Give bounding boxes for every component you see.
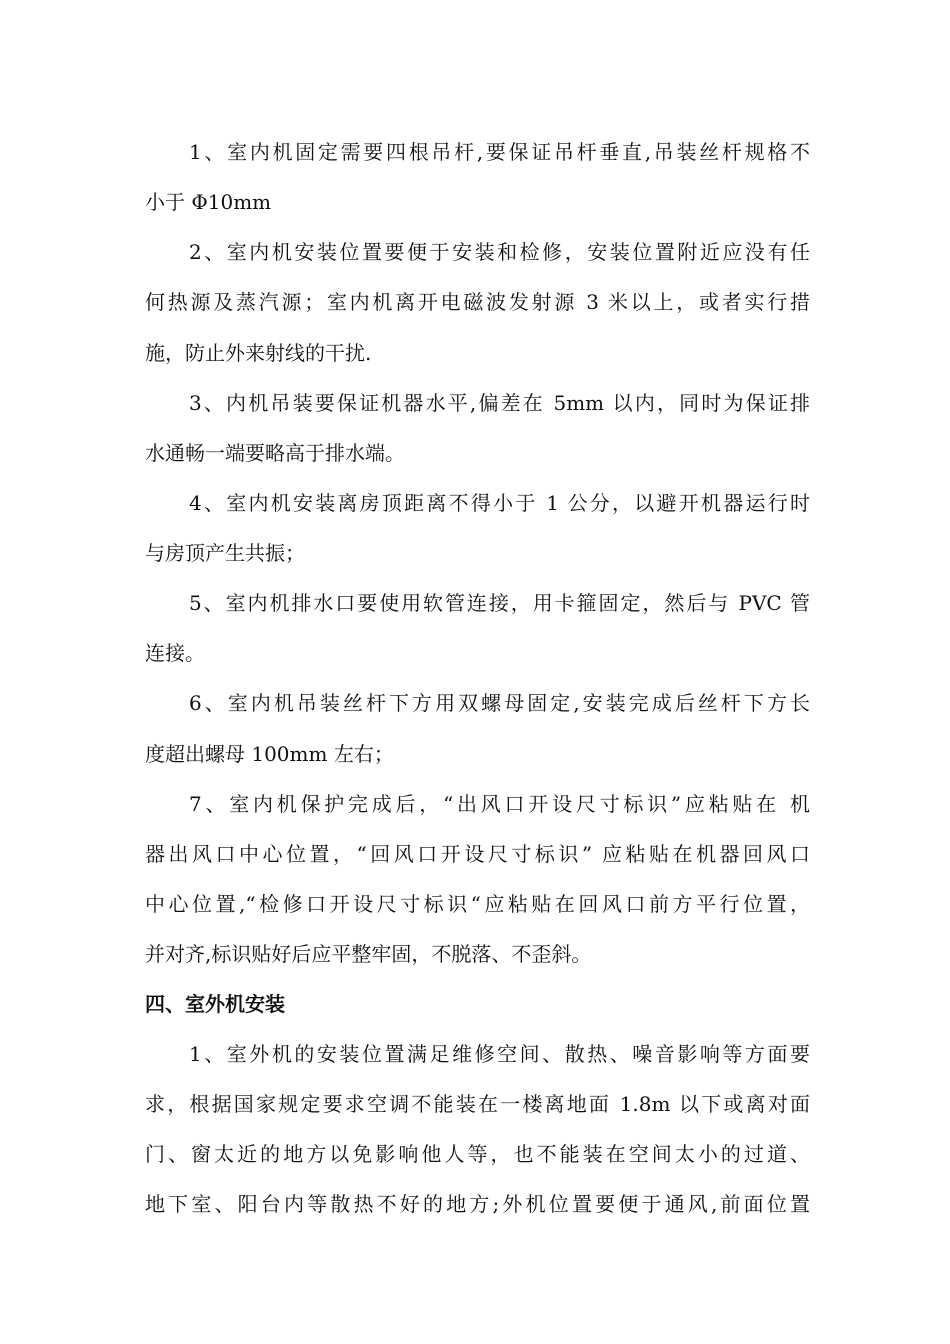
paragraph-line: 门、窗太近的地方以免影响他人等，也不能装在空间太小的过道、: [145, 1142, 810, 1166]
paragraph-line: 7、室内机保护完成后，“出风口开设尺寸标识”应粘贴在 机: [189, 792, 810, 816]
paragraph-line: 度超出螺母 100mm 左右；: [145, 742, 394, 766]
paragraph-line: 地下室、阳台内等散热不好的地方;外机位置要便于通风,前面位置: [145, 1192, 810, 1216]
paragraph-line: 器出风口中心位置，“回风口开设尺寸标识” 应粘贴在机器回风口: [145, 842, 810, 866]
paragraph-line: 中心位置,“检修口开设尺寸标识“应粘贴在回风口前方平行位置，: [145, 892, 810, 916]
paragraph-line: 1、室外机的安装位置满足维修空间、散热、噪音影响等方面要: [189, 1042, 810, 1066]
paragraph-line: 4、室内机安装离房顶距离不得小于 1 公分，以避开机器运行时: [189, 491, 810, 515]
paragraph-line: 连接。: [145, 641, 205, 665]
paragraph-line: 5、室内机排水口要使用软管连接，用卡箍固定，然后与 PVC 管: [189, 591, 810, 615]
paragraph-line: 2、室内机安装位置要便于安装和检修，安装位置附近应没有任: [189, 240, 810, 264]
paragraph-line: 何热源及蒸汽源；室内机离开电磁波发射源 3 米以上，或者实行措: [145, 290, 810, 314]
paragraph-line: 6、室内机吊装丝杆下方用双螺母固定,安装完成后丝杆下方长: [189, 691, 810, 715]
paragraph-line: 小于 Φ10mm: [145, 190, 272, 214]
paragraph-line: 求，根据国家规定要求空调不能装在一楼离地面 1.8m 以下或离对面: [145, 1092, 810, 1116]
paragraph-line: 与房顶产生共振；: [145, 541, 305, 565]
paragraph-line: 1、室内机固定需要四根吊杆,要保证吊杆垂直,吊装丝杆规格不: [189, 140, 810, 164]
paragraph-line: 施，防止外来射线的干扰.: [145, 341, 372, 365]
paragraph-line: 并对齐,标识贴好后应平整牢固，不脱落、不歪斜。: [145, 942, 592, 966]
section-heading: 四、室外机安装: [145, 992, 285, 1016]
paragraph-line: 水通畅一端要略高于排水端。: [145, 441, 405, 465]
paragraph-line: 3、内机吊装要保证机器水平,偏差在 5mm 以内，同时为保证排: [189, 391, 810, 415]
